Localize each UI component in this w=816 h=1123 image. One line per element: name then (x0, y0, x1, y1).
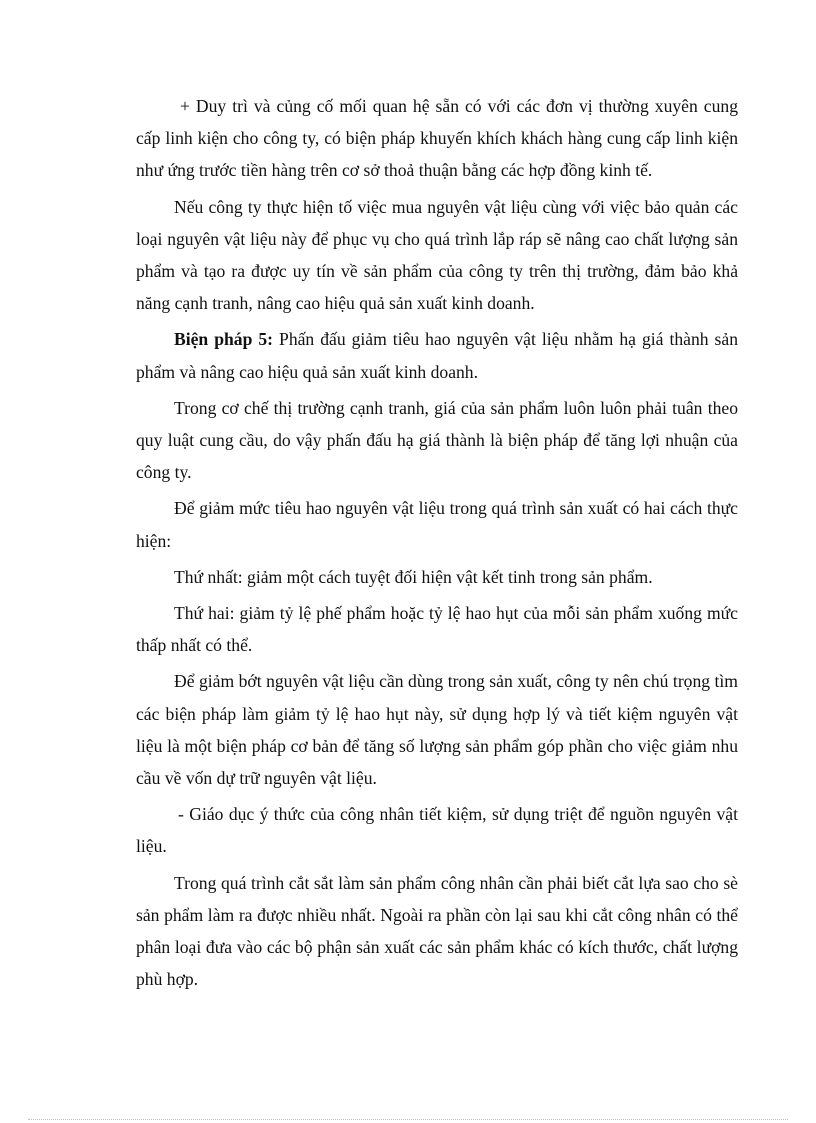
paragraph-worker-education: - Giáo dục ý thức của công nhân tiết kiệm, sử dụng triệt để nguồn nguyên vật liệu. (136, 804, 738, 857)
paragraph-measure-5 (136, 323, 738, 387)
document-page (136, 90, 738, 999)
paragraph-reduce-materials: Để giảm bớt nguyên vật liệu cần dùng trong sản xuất, công ty nên chú trọng tìm các biện pháp làm giảm tỷ lệ hao hụt này, sử dụng hợp lý và tiết kiệm nguyên vật liệu là một biện pháp cơ bản để tăng số lượng sản phẩm góp phần cho việc giảm nhu cầu về vốn dự trữ nguyên vật liệu. (136, 671, 738, 789)
paragraph-material-storage: Nếu công ty thực hiện tố việc mua nguyên vật liệu cùng với việc bảo quản các loại nguyên vật liệu này để phục vụ cho quá trình lắp ráp sẽ nâng cao chất lượng sản phẩm và tạo ra được uy tín về sản phẩm của công ty trên thị trường, đảm bảo khả năng cạnh tranh, nâng cao hiệu quả sản xuất kinh doanh. (136, 196, 738, 314)
page-bottom-divider (28, 1119, 788, 1120)
measure-5-text: Phấn đấu giảm tiêu hao nguyên vật liệu nhằm hạ giá thành sản phẩm và nâng cao hiệu quả sản xuất kinh doanh. (136, 329, 738, 382)
paragraph-two-methods: Để giảm mức tiêu hao nguyên vật liệu trong quá trình sản xuất có hai cách thực hiện: (136, 498, 738, 551)
measure-5-label: Biện pháp 5: (174, 329, 274, 350)
paragraph-cutting-process: Trong quá trình cắt sắt làm sản phẩm công nhân cần phải biết cắt lựa sao cho sè sản phẩm làm ra được nhiều nhất. Ngoài ra phần còn lại sau khi cắt công nhân có thể phân loại đưa vào các bộ phận sản xuất các sản phẩm khác có kích thước, chất lượng phù hợp. (136, 872, 738, 990)
paragraph-maintain-relations: + Duy trì và củng cố mối quan hệ sẵn có với các đơn vị thường xuyên cung cấp linh kiện cho công ty, có biện pháp khuyến khích khách hàng cung cấp linh kiện như ứng trước tiền hàng trên cơ sở thoả thuận bằng các hợp đồng kinh tế. (136, 96, 738, 181)
paragraph-method-two: Thứ hai: giảm tỷ lệ phế phẩm hoặc tỷ lệ hao hụt của mỗi sản phẩm xuống mức thấp nhất có thể. (136, 603, 738, 656)
paragraph-method-one: Thứ nhất: giảm một cách tuyệt đối hiện vật kết tinh trong sản phẩm. (174, 566, 653, 587)
paragraph-market-mechanism: Trong cơ chế thị trường cạnh tranh, giá của sản phẩm luôn luôn phải tuân theo quy luật cung cầu, do vậy phấn đấu hạ giá thành là biện pháp để tăng lợi nhuận của công ty. (136, 397, 738, 483)
